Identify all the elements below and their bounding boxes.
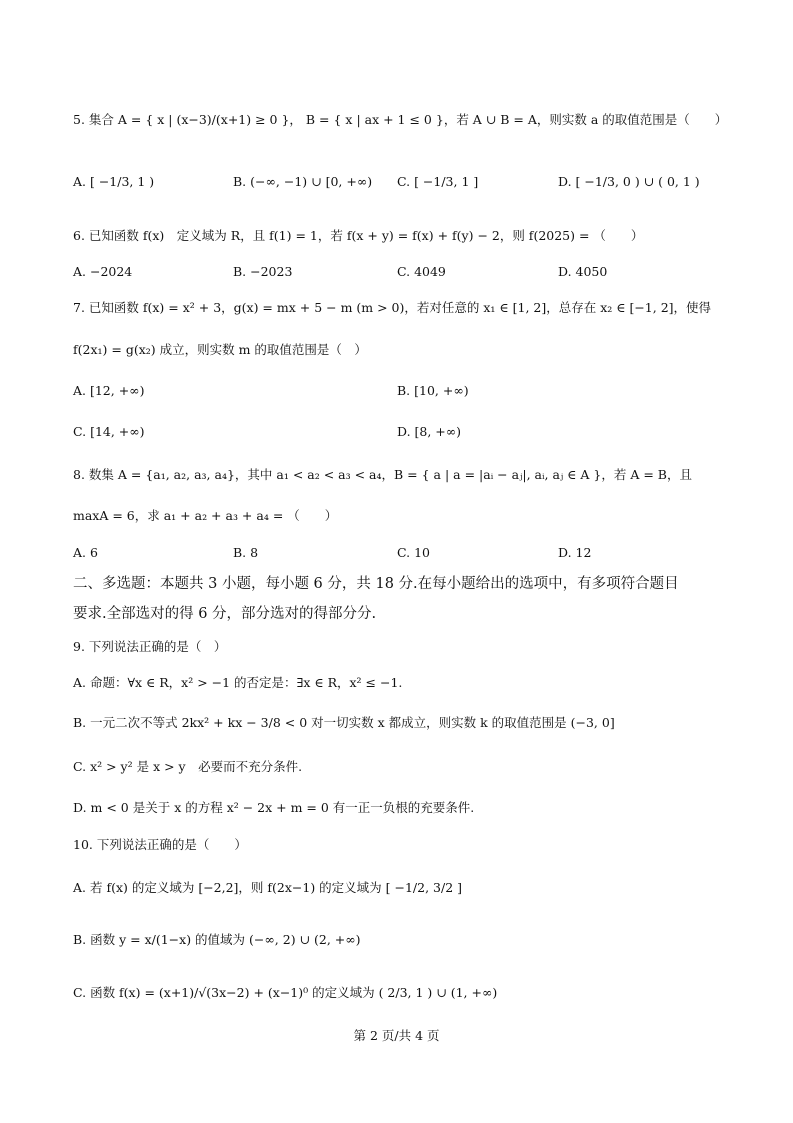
q7-stem-line1: 7. 已知函数 f(x) = x² + 3，g(x) = mx + 5 − m (m > 0)，若对任意的 x₁ ∈ [1, 2]，总存在 x₂ ∈ [−1, 2]，使得 <box>73 300 712 315</box>
q8-option-a: A. 6 <box>73 545 98 560</box>
q9-option-a: A. 命题：∀x ∈ R，x² > −1 的否定是：∃x ∈ R，x² ≤ −1. <box>73 675 403 690</box>
q8-stem-line1: 8. 数集 A = {a₁, a₂, a₃, a₄}，其中 a₁ < a₂ < a₃ < a₄，B = { a | a = |aᵢ − aⱼ|, aᵢ, aⱼ ∈ A }，若 A = B，且 <box>73 467 692 482</box>
q7-option-d: D. [8, +∞) <box>397 424 462 439</box>
q6-option-b: B. −2023 <box>233 264 293 279</box>
q8-option-d: D. 12 <box>558 545 592 560</box>
q5-option-a: A. [ −1/3, 1 ) <box>73 174 155 189</box>
q7-option-c: C. [14, +∞) <box>73 424 145 439</box>
q6-option-a: A. −2024 <box>73 264 133 279</box>
q8-option-b: B. 8 <box>233 545 259 560</box>
q5-option-b: B. (−∞, −1) ∪ [0, +∞) <box>233 174 373 189</box>
q5-option-c: C. [ −1/3, 1 ] <box>397 174 479 189</box>
q9-option-d: D. m < 0 是关于 x 的方程 x² − 2x + m = 0 有一正一负根的充要条件. <box>73 800 475 815</box>
q8-stem-line2: maxA = 6，求 a₁ + a₂ + a₃ + a₄ = （ ） <box>73 508 338 523</box>
q10-stem: 10. 下列说法正确的是（ ） <box>73 837 247 852</box>
q10-option-b: B. 函数 y = x/(1−x) 的值域为 (−∞, 2) ∪ (2, +∞) <box>73 932 361 947</box>
q5-option-d: D. [ −1/3, 0 ) ∪ ( 0, 1 ) <box>558 174 700 189</box>
section2-heading-line2: 要求.全部选对的得 6 分，部分选对的得部分分. <box>73 606 377 622</box>
q6-stem: 6. 已知函数 f(x) 定义域为 R，且 f(1) = 1，若 f(x + y) = f(x) + f(y) − 2，则 f(2025) = （ ） <box>73 228 644 243</box>
q6-option-c: C. 4049 <box>397 264 446 279</box>
q9-stem: 9. 下列说法正确的是（ ） <box>73 639 227 654</box>
q5-stem: 5. 集合 A = { x | (x−3)/(x+1) ≥ 0 }， B = { x | ax + 1 ≤ 0 }，若 A ∪ B = A，则实数 a 的取值范围是（ ） <box>73 112 728 127</box>
page-footer: 第 2 页/共 4 页 <box>353 1028 440 1043</box>
q10-option-a: A. 若 f(x) 的定义域为 [−2,2]，则 f(2x−1) 的定义域为 [ −1/2, 3/2 ] <box>73 880 463 895</box>
q9-option-c: C. x² > y² 是 x > y 必要而不充分条件. <box>73 759 303 774</box>
q7-option-a: A. [12, +∞) <box>73 383 145 398</box>
q7-stem-line2: f(2x₁) = g(x₂) 成立，则实数 m 的取值范围是（ ） <box>73 342 367 357</box>
q10-option-c: C. 函数 f(x) = (x+1)/√(3x−2) + (x−1)⁰ 的定义域为 ( 2/3, 1 ) ∪ (1, +∞) <box>73 985 498 1000</box>
q9-option-b: B. 一元二次不等式 2kx² + kx − 3/8 < 0 对一切实数 x 都成立，则实数 k 的取值范围是 (−3, 0] <box>73 715 615 730</box>
q6-option-d: D. 4050 <box>558 264 608 279</box>
q7-option-b: B. [10, +∞) <box>397 383 469 398</box>
q8-option-c: C. 10 <box>397 545 430 560</box>
section2-heading-line1: 二、多选题：本题共 3 小题，每小题 6 分，共 18 分.在每小题给出的选项中，有多项符合题目 <box>73 576 679 592</box>
